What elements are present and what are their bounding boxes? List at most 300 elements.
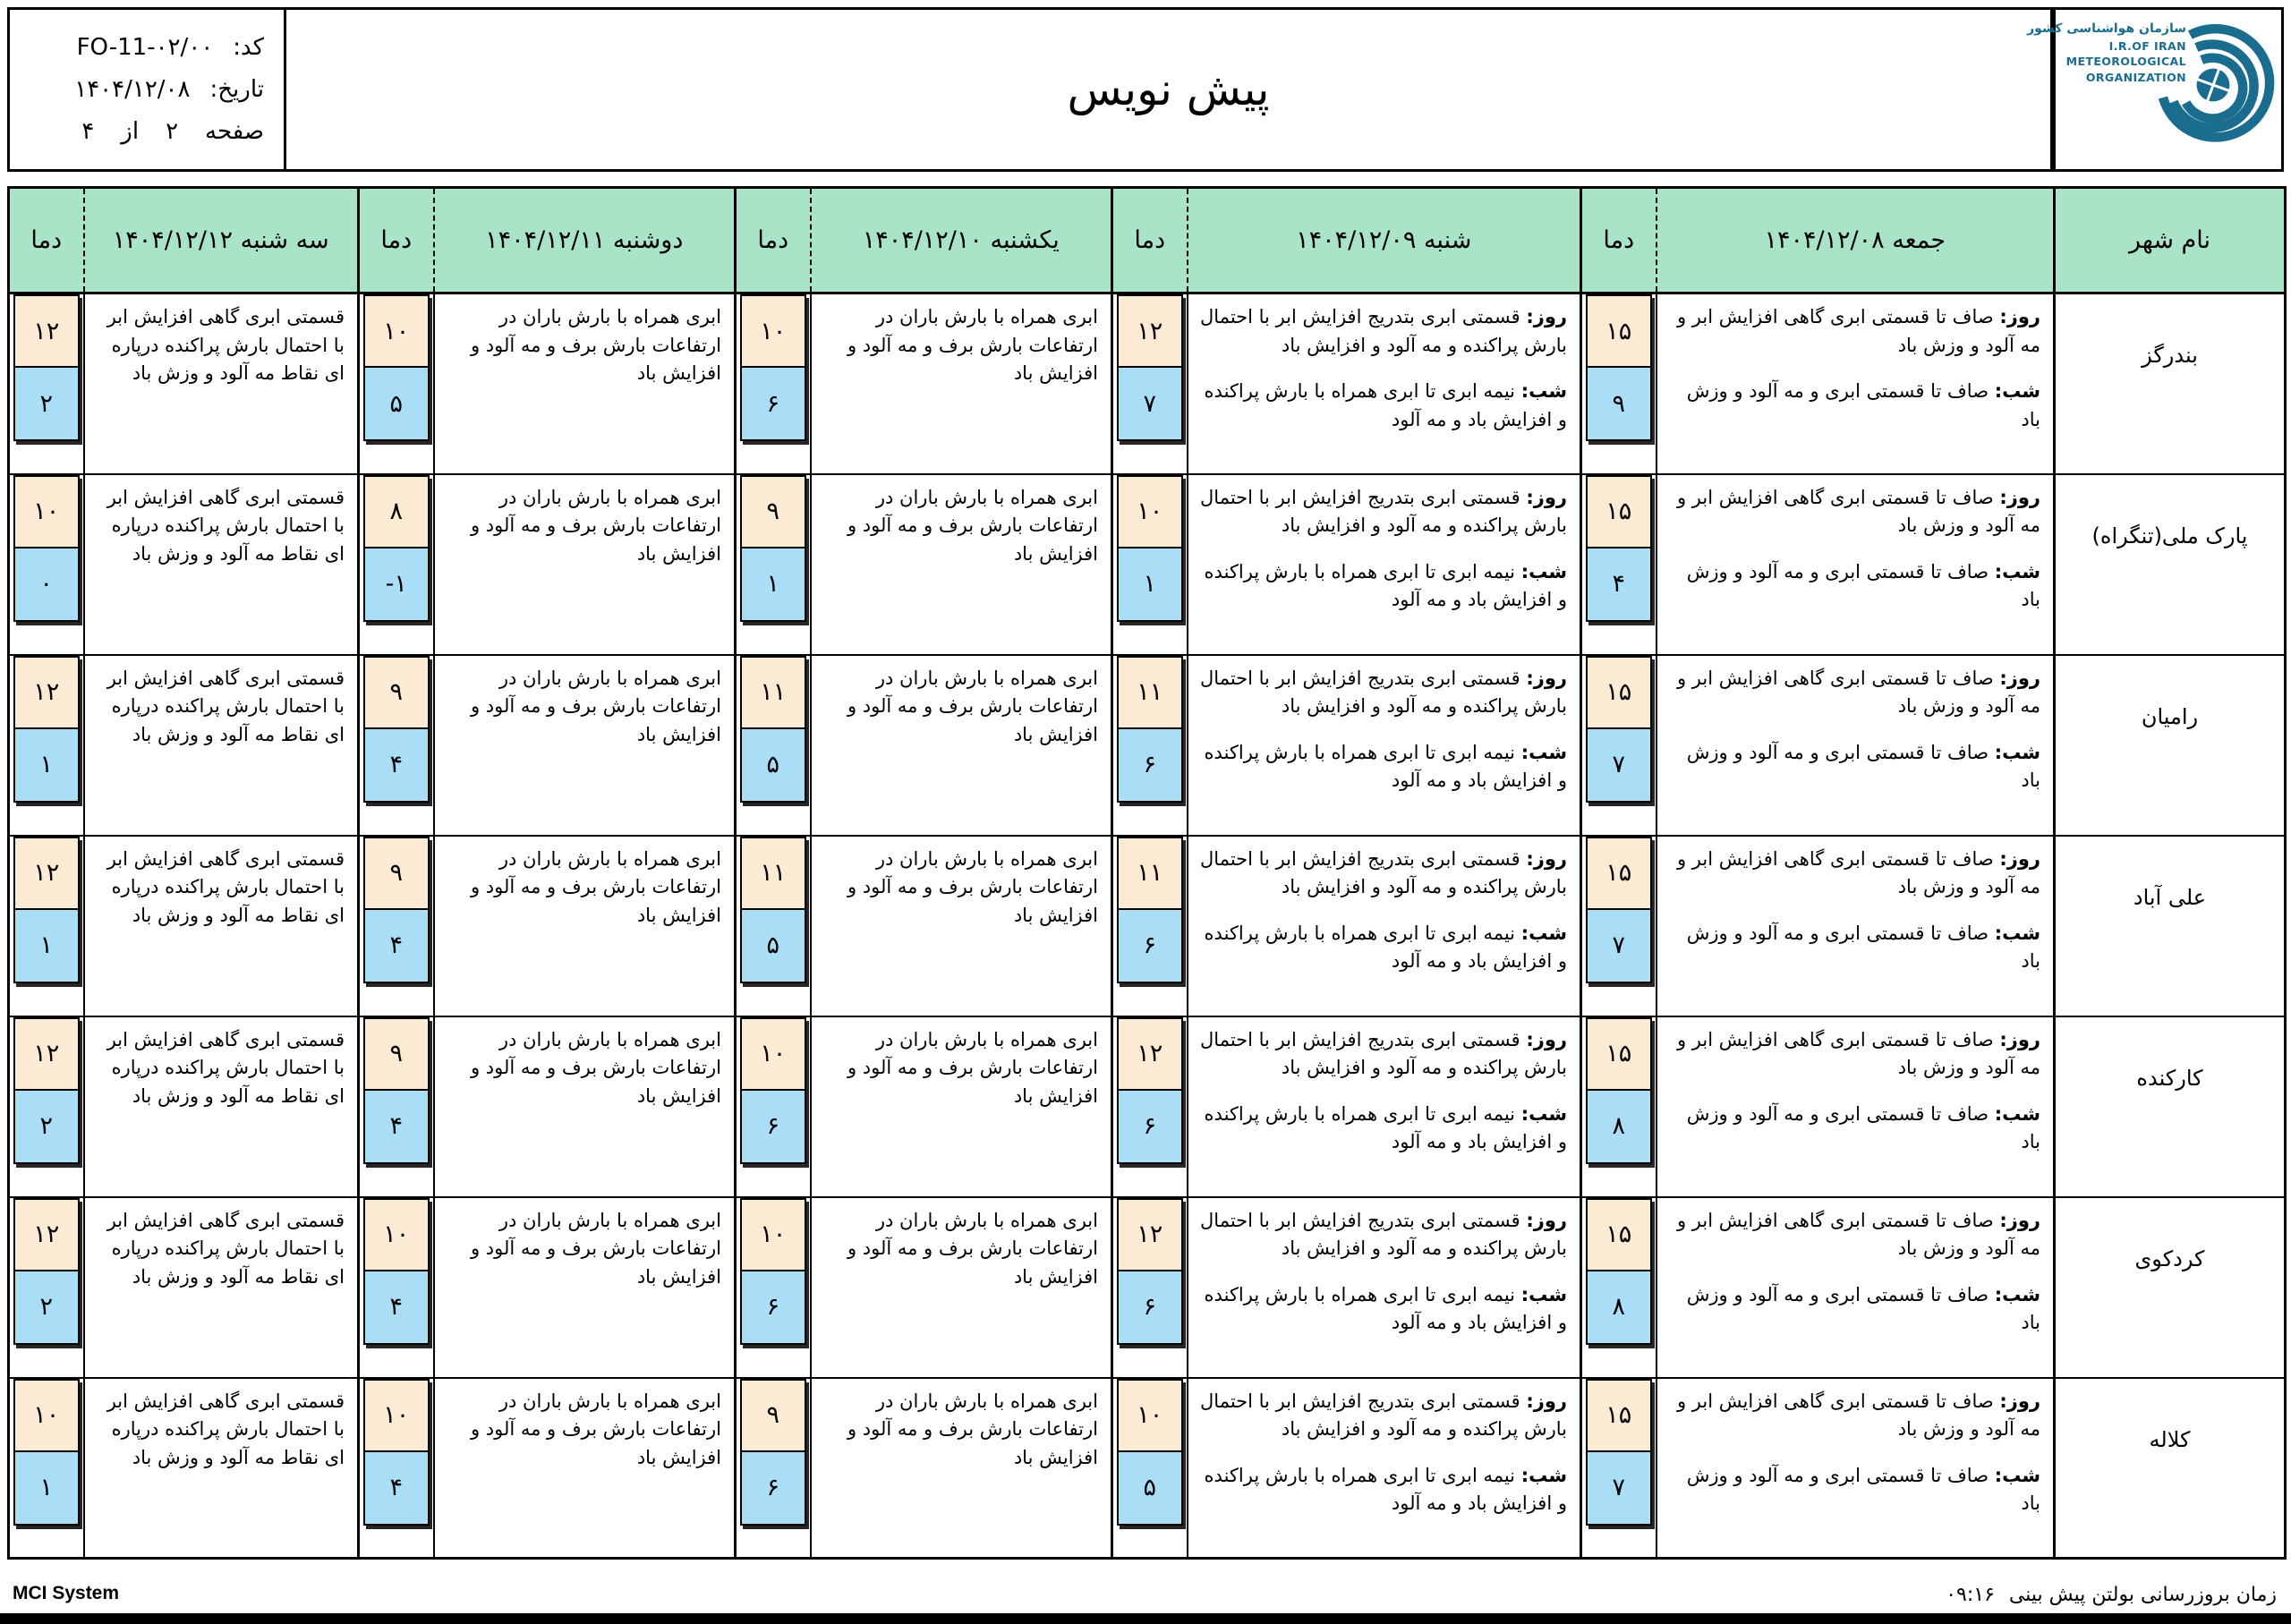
forecast-text: صاف تا قسمتی ابری گاهی افزایش ابر و مه آلود و وزش باد <box>1676 847 2040 897</box>
city-column-header: نام شهر <box>2055 188 2286 293</box>
temperature-box <box>1117 294 1183 441</box>
forecast-segment <box>94 665 345 750</box>
city-cell: بندرگز <box>2055 293 2286 474</box>
page-label: صفحه <box>205 118 264 145</box>
max-temperature: ۱۵ <box>1586 475 1652 548</box>
min-temperature: ۵ <box>740 910 806 983</box>
max-temperature: ۱۰ <box>1117 1379 1183 1452</box>
forecast-segment <box>94 1207 345 1292</box>
forecast-text: نیمه ابری تا ابری همراه با بارش پراکنده و افزایش باد و مه آلود <box>1204 1102 1567 1152</box>
forecast-text: صاف تا قسمتی ابری و مه آلود و وزش باد <box>1686 560 2040 610</box>
forecast-text: قسمتی ابری بتدریج افزایش ابر با احتمال بارش پراکنده و مه آلود و افزایش باد <box>1200 306 1567 356</box>
max-temperature: ۱۲ <box>13 1198 80 1271</box>
day-column-header-0: جمعه ۱۴۰۴/۱۲/۰۸ <box>1657 188 2055 293</box>
min-temperature: ۱ <box>13 1452 80 1526</box>
forecast-period-label: روز: <box>1526 1209 1567 1231</box>
temperature-cell <box>359 1016 434 1197</box>
forecast-cell <box>811 293 1112 474</box>
logo-org-name-en2: METEOROLOGICAL <box>2065 55 2186 69</box>
temperature-cell <box>1112 293 1188 474</box>
max-temperature: ۱۰ <box>740 1017 806 1091</box>
forecast-text: صاف تا قسمتی ابری و مه آلود و وزش باد <box>1686 1464 2040 1514</box>
min-temperature: ۷ <box>1586 729 1652 803</box>
day-column-header-1: شنبه ۱۴۰۴/۱۲/۰۹ <box>1188 188 1581 293</box>
temp-column-header-4: دما <box>9 188 84 293</box>
temp-column-header-1: دما <box>1112 188 1188 293</box>
min-temperature: ۶ <box>740 1452 806 1526</box>
temperature-box <box>13 475 80 622</box>
max-temperature: ۱۲ <box>13 294 80 368</box>
min-temperature: ۲ <box>13 1091 80 1164</box>
forecast-text: قسمتی ابری بتدریج افزایش ابر با احتمال بارش پراکنده و مه آلود و افزایش باد <box>1200 1028 1567 1078</box>
temperature-cell <box>9 836 84 1016</box>
temperature-cell <box>1581 1197 1657 1378</box>
code-line <box>19 34 264 61</box>
forecast-text: نیمه ابری تا ابری همراه با بارش پراکنده و افزایش باد و مه آلود <box>1204 560 1567 610</box>
forecast-period-label: روز: <box>1999 486 2040 508</box>
forecast-period-label: شب: <box>1994 1283 2040 1305</box>
date-value: ۱۴۰۴/۱۲/۰۸ <box>74 76 191 103</box>
max-temperature: ۱۰ <box>363 1379 430 1452</box>
temperature-cell <box>1581 836 1657 1016</box>
forecast-segment <box>1197 378 1568 434</box>
temperature-box <box>1117 656 1183 803</box>
forecast-cell <box>434 293 736 474</box>
forecast-segment <box>1197 920 1568 976</box>
temperature-cell <box>1581 1378 1657 1559</box>
min-temperature: ۹ <box>1586 368 1652 441</box>
update-time-label: زمان بروزرسانی بولتن پیش بینی <box>2008 1584 2277 1606</box>
city-cell: رامیان <box>2055 655 2286 836</box>
temperature-box <box>1117 475 1183 622</box>
forecast-text: قسمتی ابری بتدریج افزایش ابر با احتمال بارش پراکنده و مه آلود و افزایش باد <box>1200 1209 1567 1259</box>
meteorology-spiral-icon <box>2150 22 2276 148</box>
forecast-text: ابری همراه با بارش باران در ارتفاعات بارش برف و مه آلود و افزایش باد <box>470 847 721 926</box>
forecast-segment <box>1666 739 2041 795</box>
page-total: ۴ <box>81 118 95 145</box>
forecast-cell <box>434 1016 736 1197</box>
forecast-text: قسمتی ابری بتدریج افزایش ابر با احتمال بارش پراکنده و مه آلود و افزایش باد <box>1200 847 1567 897</box>
forecast-segment <box>1197 846 1568 902</box>
min-temperature: ۸ <box>1586 1271 1652 1345</box>
max-temperature: ۹ <box>363 656 430 729</box>
forecast-text: ابری همراه با بارش باران در ارتفاعات بارش برف و مه آلود و افزایش باد <box>847 1390 1098 1468</box>
forecast-segment <box>94 846 345 931</box>
forecast-cell <box>1657 1016 2055 1197</box>
max-temperature: ۱۱ <box>1117 656 1183 729</box>
temperature-box <box>740 475 806 622</box>
forecast-period-label: شب: <box>1994 741 2040 763</box>
forecast-text: قسمتی ابری گاهی افزایش ابر با احتمال بارش پراکنده درپاره ای نقاط مه آلود و وزش باد <box>106 486 345 565</box>
forecast-segment <box>94 1388 345 1473</box>
forecast-text: نیمه ابری تا ابری همراه با بارش پراکنده و افزایش باد و مه آلود <box>1204 380 1567 430</box>
min-temperature: ۴ <box>363 1091 430 1164</box>
bottom-black-bar <box>0 1613 2291 1624</box>
day-column-header-3: دوشنبه ۱۴۰۴/۱۲/۱۱ <box>434 188 736 293</box>
temp-column-header-0: دما <box>1581 188 1657 293</box>
min-temperature: ۴ <box>1586 548 1652 622</box>
max-temperature: ۱۵ <box>1586 1017 1652 1091</box>
temperature-box <box>1586 656 1652 803</box>
forecast-cell <box>434 1197 736 1378</box>
temperature-cell <box>736 1016 811 1197</box>
temperature-cell <box>736 1378 811 1559</box>
forecast-segment <box>1197 665 1568 721</box>
forecast-cell <box>84 474 359 655</box>
forecast-text: صاف تا قسمتی ابری و مه آلود و وزش باد <box>1686 741 2040 791</box>
forecast-segment <box>1666 1388 2041 1444</box>
date-label: تاریخ: <box>209 76 264 103</box>
forecast-text: قسمتی ابری بتدریج افزایش ابر با احتمال بارش پراکنده و مه آلود و افزایش باد <box>1200 667 1567 717</box>
forecast-cell <box>811 1197 1112 1378</box>
forecast-cell <box>1188 1378 1581 1559</box>
temperature-box <box>13 1198 80 1345</box>
max-temperature: ۱۵ <box>1586 837 1652 910</box>
table-row <box>9 1197 2286 1378</box>
forecast-segment <box>1197 1388 1568 1444</box>
forecast-period-label: شب: <box>1520 1464 1567 1486</box>
table-row <box>9 474 2286 655</box>
logo-org-name-en1: I.R.OF IRAN <box>2108 38 2186 53</box>
forecast-text: قسمتی ابری گاهی افزایش ابر با احتمال بارش پراکنده درپاره ای نقاط مه آلود و وزش باد <box>106 667 345 745</box>
forecast-cell <box>434 474 736 655</box>
temperature-cell <box>9 1197 84 1378</box>
forecast-segment <box>444 1207 722 1292</box>
forecast-segment <box>821 1388 1099 1473</box>
forecast-text: صاف تا قسمتی ابری گاهی افزایش ابر و مه آلود و وزش باد <box>1676 1390 2040 1440</box>
forecast-text: قسمتی ابری گاهی افزایش ابر با احتمال بارش پراکنده درپاره ای نقاط مه آلود و وزش باد <box>106 1209 345 1288</box>
forecast-text: ابری همراه با بارش باران در ارتفاعات بارش برف و مه آلود و افزایش باد <box>470 667 721 745</box>
forecast-cell <box>434 1378 736 1559</box>
temperature-cell <box>1112 474 1188 655</box>
temperature-box <box>740 656 806 803</box>
temperature-box <box>363 1017 430 1164</box>
max-temperature: ۱۰ <box>740 1198 806 1271</box>
temperature-cell <box>736 1197 811 1378</box>
temperature-box <box>13 837 80 983</box>
forecast-segment <box>444 1026 722 1111</box>
forecast-period-label: شب: <box>1520 741 1567 763</box>
forecast-period-label: روز: <box>1526 486 1567 508</box>
forecast-cell <box>84 655 359 836</box>
update-time-value: ۰۹:۱۶ <box>1946 1584 1995 1606</box>
min-temperature: ۶ <box>740 1091 806 1164</box>
max-temperature: ۱۲ <box>1117 1017 1183 1091</box>
min-temperature: ۴ <box>363 729 430 803</box>
max-temperature: ۱۵ <box>1586 294 1652 368</box>
forecast-text: صاف تا قسمتی ابری و مه آلود و وزش باد <box>1686 1102 2040 1152</box>
forecast-segment <box>1666 1207 2041 1263</box>
forecast-segment <box>1197 484 1568 540</box>
temperature-cell <box>9 1378 84 1559</box>
min-temperature: ۱ <box>1117 548 1183 622</box>
logo-org-name-fa: سازمان هواشناسی کشور <box>2027 21 2186 36</box>
min-temperature: ۵ <box>363 368 430 441</box>
forecast-cell <box>434 836 736 1016</box>
forecast-cell <box>1188 293 1581 474</box>
forecast-cell <box>84 1016 359 1197</box>
min-temperature: ۲ <box>13 1271 80 1345</box>
temperature-box <box>13 1017 80 1164</box>
forecast-cell <box>1188 1197 1581 1378</box>
temperature-box <box>1586 1379 1652 1526</box>
forecast-segment <box>444 484 722 569</box>
forecast-segment <box>1666 378 2041 434</box>
forecast-period-label: روز: <box>1526 306 1567 327</box>
min-temperature: ۴ <box>363 1452 430 1526</box>
temperature-cell <box>9 1016 84 1197</box>
temperature-cell <box>9 474 84 655</box>
forecast-segment <box>94 484 345 569</box>
forecast-text: صاف تا قسمتی ابری و مه آلود و وزش باد <box>1686 1283 2040 1333</box>
forecast-period-label: شب: <box>1994 560 2040 582</box>
forecast-text: قسمتی ابری بتدریج افزایش ابر با احتمال بارش پراکنده و مه آلود و افزایش باد <box>1200 1390 1567 1440</box>
table-row <box>9 1016 2286 1197</box>
max-temperature: ۹ <box>740 475 806 548</box>
max-temperature: ۱۵ <box>1586 656 1652 729</box>
min-temperature: ۰ <box>13 548 80 622</box>
max-temperature: ۱۲ <box>13 837 80 910</box>
table-row <box>9 836 2286 1016</box>
min-temperature: ۱ <box>13 910 80 983</box>
max-temperature: ۱۰ <box>13 1379 80 1452</box>
forecast-segment <box>821 303 1099 388</box>
temperature-box <box>740 1198 806 1345</box>
temperature-cell <box>736 293 811 474</box>
temperature-cell <box>1581 293 1657 474</box>
temperature-cell <box>1112 1016 1188 1197</box>
bulletin-update-time <box>1946 1584 2277 1606</box>
temperature-cell <box>1581 655 1657 836</box>
max-temperature: ۸ <box>363 475 430 548</box>
forecast-text: صاف تا قسمتی ابری گاهی افزایش ابر و مه آلود و وزش باد <box>1676 1028 2040 1078</box>
logo-org-name-en3: ORGANIZATION <box>2085 70 2186 84</box>
forecast-period-label: شب: <box>1520 560 1567 582</box>
city-cell: کارکنده <box>2055 1016 2286 1197</box>
forecast-segment <box>1666 1462 2041 1518</box>
title-box <box>286 7 2053 172</box>
forecast-cell <box>434 655 736 836</box>
temperature-box <box>13 294 80 441</box>
max-temperature: ۱۱ <box>1117 837 1183 910</box>
forecast-segment <box>1197 739 1568 795</box>
temperature-box <box>1117 1379 1183 1526</box>
min-temperature: ۷ <box>1117 368 1183 441</box>
city-cell: کلاله <box>2055 1378 2286 1559</box>
forecast-period-label: شب: <box>1520 1283 1567 1305</box>
max-temperature: ۱۵ <box>1586 1198 1652 1271</box>
forecast-period-label: روز: <box>1999 1209 2040 1231</box>
forecast-cell <box>1657 1378 2055 1559</box>
forecast-cell <box>1188 655 1581 836</box>
page-line <box>19 118 264 145</box>
max-temperature: ۱۲ <box>1117 1198 1183 1271</box>
temperature-cell <box>1112 836 1188 1016</box>
forecast-period-label: روز: <box>1999 847 2040 870</box>
temperature-cell <box>1112 1378 1188 1559</box>
document-meta-box <box>7 7 286 172</box>
min-temperature: ۶ <box>1117 910 1183 983</box>
forecast-segment <box>444 1388 722 1473</box>
temperature-cell <box>1112 1197 1188 1378</box>
forecast-segment <box>1666 558 2041 615</box>
forecast-segment <box>94 303 345 388</box>
forecast-cell <box>1657 836 2055 1016</box>
forecast-segment <box>1666 920 2041 976</box>
temperature-cell <box>359 836 434 1016</box>
temperature-box <box>1586 837 1652 983</box>
forecast-segment <box>1197 303 1568 360</box>
temperature-cell <box>359 655 434 836</box>
forecast-text: نیمه ابری تا ابری همراه با بارش پراکنده و افزایش باد و مه آلود <box>1204 741 1567 791</box>
forecast-period-label: شب: <box>1520 1102 1567 1125</box>
temperature-box <box>13 656 80 803</box>
max-temperature: ۱۱ <box>740 656 806 729</box>
forecast-cell <box>84 293 359 474</box>
forecast-segment <box>821 665 1099 750</box>
city-cell: علی آباد <box>2055 836 2286 1016</box>
forecast-cell <box>84 1378 359 1559</box>
min-temperature: ۶ <box>740 1271 806 1345</box>
date-line <box>19 76 264 103</box>
temperature-box <box>1586 294 1652 441</box>
forecast-cell <box>1657 1197 2055 1378</box>
page-number: ۲ <box>166 118 179 145</box>
forecast-segment <box>1666 1281 2041 1338</box>
day-column-header-2: یکشنبه ۱۴۰۴/۱۲/۱۰ <box>811 188 1112 293</box>
forecast-text: نیمه ابری تا ابری همراه با بارش پراکنده و افزایش باد و مه آلود <box>1204 1464 1567 1514</box>
forecast-cell <box>811 1378 1112 1559</box>
forecast-segment <box>444 303 722 388</box>
temperature-box <box>363 656 430 803</box>
forecast-cell <box>84 836 359 1016</box>
temperature-cell <box>359 474 434 655</box>
forecast-table <box>7 186 2287 1560</box>
min-temperature: ۶ <box>1117 1091 1183 1164</box>
forecast-period-label: روز: <box>1999 1390 2040 1412</box>
forecast-cell <box>1188 836 1581 1016</box>
max-temperature: ۱۰ <box>13 475 80 548</box>
temperature-cell <box>359 293 434 474</box>
forecast-text: قسمتی ابری بتدریج افزایش ابر با احتمال بارش پراکنده و مه آلود و افزایش باد <box>1200 486 1567 536</box>
min-temperature: -۱ <box>363 548 430 622</box>
temperature-cell <box>736 655 811 836</box>
temperature-cell <box>1112 655 1188 836</box>
day-column-header-4: سه شنبه ۱۴۰۴/۱۲/۱۲ <box>84 188 359 293</box>
max-temperature: ۹ <box>740 1379 806 1452</box>
max-temperature: ۹ <box>363 1017 430 1091</box>
forecast-segment <box>1666 484 2041 540</box>
forecast-text: ابری همراه با بارش باران در ارتفاعات بارش برف و مه آلود و افزایش باد <box>847 486 1098 565</box>
max-temperature: ۱۲ <box>13 656 80 729</box>
max-temperature: ۱۲ <box>1117 294 1183 368</box>
max-temperature: ۱۱ <box>740 837 806 910</box>
table-row <box>9 293 2286 474</box>
forecast-cell <box>811 474 1112 655</box>
table-row <box>9 655 2286 836</box>
temperature-box <box>1117 1017 1183 1164</box>
system-label: MCI System <box>13 1583 120 1603</box>
min-temperature: ۶ <box>1117 729 1183 803</box>
forecast-cell <box>84 1197 359 1378</box>
forecast-segment <box>821 484 1099 569</box>
forecast-period-label: شب: <box>1994 1102 2040 1125</box>
table-row <box>9 1378 2286 1559</box>
forecast-text: صاف تا قسمتی ابری گاهی افزایش ابر و مه آلود و وزش باد <box>1676 667 2040 717</box>
min-temperature: ۲ <box>13 368 80 441</box>
forecast-segment <box>444 665 722 750</box>
forecast-text: ابری همراه با بارش باران در ارتفاعات بارش برف و مه آلود و افزایش باد <box>470 1028 721 1107</box>
forecast-text: قسمتی ابری گاهی افزایش ابر با احتمال بارش پراکنده درپاره ای نقاط مه آلود و وزش باد <box>106 847 345 926</box>
min-temperature: ۵ <box>1117 1452 1183 1526</box>
max-temperature: ۱۰ <box>1117 475 1183 548</box>
max-temperature: ۱۰ <box>363 1198 430 1271</box>
forecast-text: صاف تا قسمتی ابری و مه آلود و وزش باد <box>1686 380 2040 430</box>
temp-column-header-3: دما <box>359 188 434 293</box>
temperature-cell <box>1581 1016 1657 1197</box>
temperature-box <box>1586 475 1652 622</box>
temperature-cell <box>736 474 811 655</box>
table-header-row <box>9 188 2286 293</box>
forecast-text: ابری همراه با بارش باران در ارتفاعات بارش برف و مه آلود و افزایش باد <box>847 1028 1098 1107</box>
forecast-segment <box>444 846 722 931</box>
forecast-text: ابری همراه با بارش باران در ارتفاعات بارش برف و مه آلود و افزایش باد <box>847 306 1098 384</box>
forecast-segment <box>1197 1281 1568 1338</box>
temperature-cell <box>9 655 84 836</box>
temperature-box <box>363 837 430 983</box>
forecast-segment <box>1666 665 2041 721</box>
forecast-period-label: شب: <box>1520 922 1567 944</box>
forecast-segment <box>821 846 1099 931</box>
forecast-segment <box>1666 303 2041 360</box>
forecast-cell <box>1188 1016 1581 1197</box>
temperature-box <box>1586 1198 1652 1345</box>
forecast-text: قسمتی ابری گاهی افزایش ابر با احتمال بارش پراکنده درپاره ای نقاط مه آلود و وزش باد <box>106 1028 345 1107</box>
forecast-text: ابری همراه با بارش باران در ارتفاعات بارش برف و مه آلود و افزایش باد <box>847 1209 1098 1288</box>
temperature-box <box>363 475 430 622</box>
min-temperature: ۵ <box>740 729 806 803</box>
forecast-segment <box>1197 1207 1568 1263</box>
max-temperature: ۱۲ <box>13 1017 80 1091</box>
temperature-cell <box>736 836 811 1016</box>
forecast-cell <box>811 655 1112 836</box>
max-temperature: ۱۵ <box>1586 1379 1652 1452</box>
forecast-period-label: شب: <box>1994 922 2040 944</box>
forecast-period-label: شب: <box>1520 380 1567 402</box>
temperature-cell <box>1581 474 1657 655</box>
forecast-segment <box>1197 1101 1568 1157</box>
temperature-box <box>363 1198 430 1345</box>
city-cell: کردکوی <box>2055 1197 2286 1378</box>
forecast-segment <box>1197 1462 1568 1518</box>
forecast-text: ابری همراه با بارش باران در ارتفاعات بارش برف و مه آلود و افزایش باد <box>470 1390 721 1468</box>
temperature-box <box>740 1017 806 1164</box>
forecast-text: ابری همراه با بارش باران در ارتفاعات بارش برف و مه آلود و افزایش باد <box>470 306 721 384</box>
forecast-text: صاف تا قسمتی ابری گاهی افزایش ابر و مه آلود و وزش باد <box>1676 306 2040 356</box>
forecast-period-label: روز: <box>1999 667 2040 689</box>
code-label: کد: <box>233 34 264 61</box>
forecast-segment <box>1197 558 1568 615</box>
temperature-box <box>363 1379 430 1526</box>
forecast-period-label: روز: <box>1526 847 1567 870</box>
forecast-cell <box>1188 474 1581 655</box>
forecast-segment <box>1197 1026 1568 1083</box>
forecast-segment <box>1666 1101 2041 1157</box>
forecast-period-label: روز: <box>1999 1028 2040 1050</box>
forecast-segment <box>1666 846 2041 902</box>
forecast-text: نیمه ابری تا ابری همراه با بارش پراکنده و افزایش باد و مه آلود <box>1204 922 1567 972</box>
forecast-period-label: روز: <box>1999 306 2040 327</box>
